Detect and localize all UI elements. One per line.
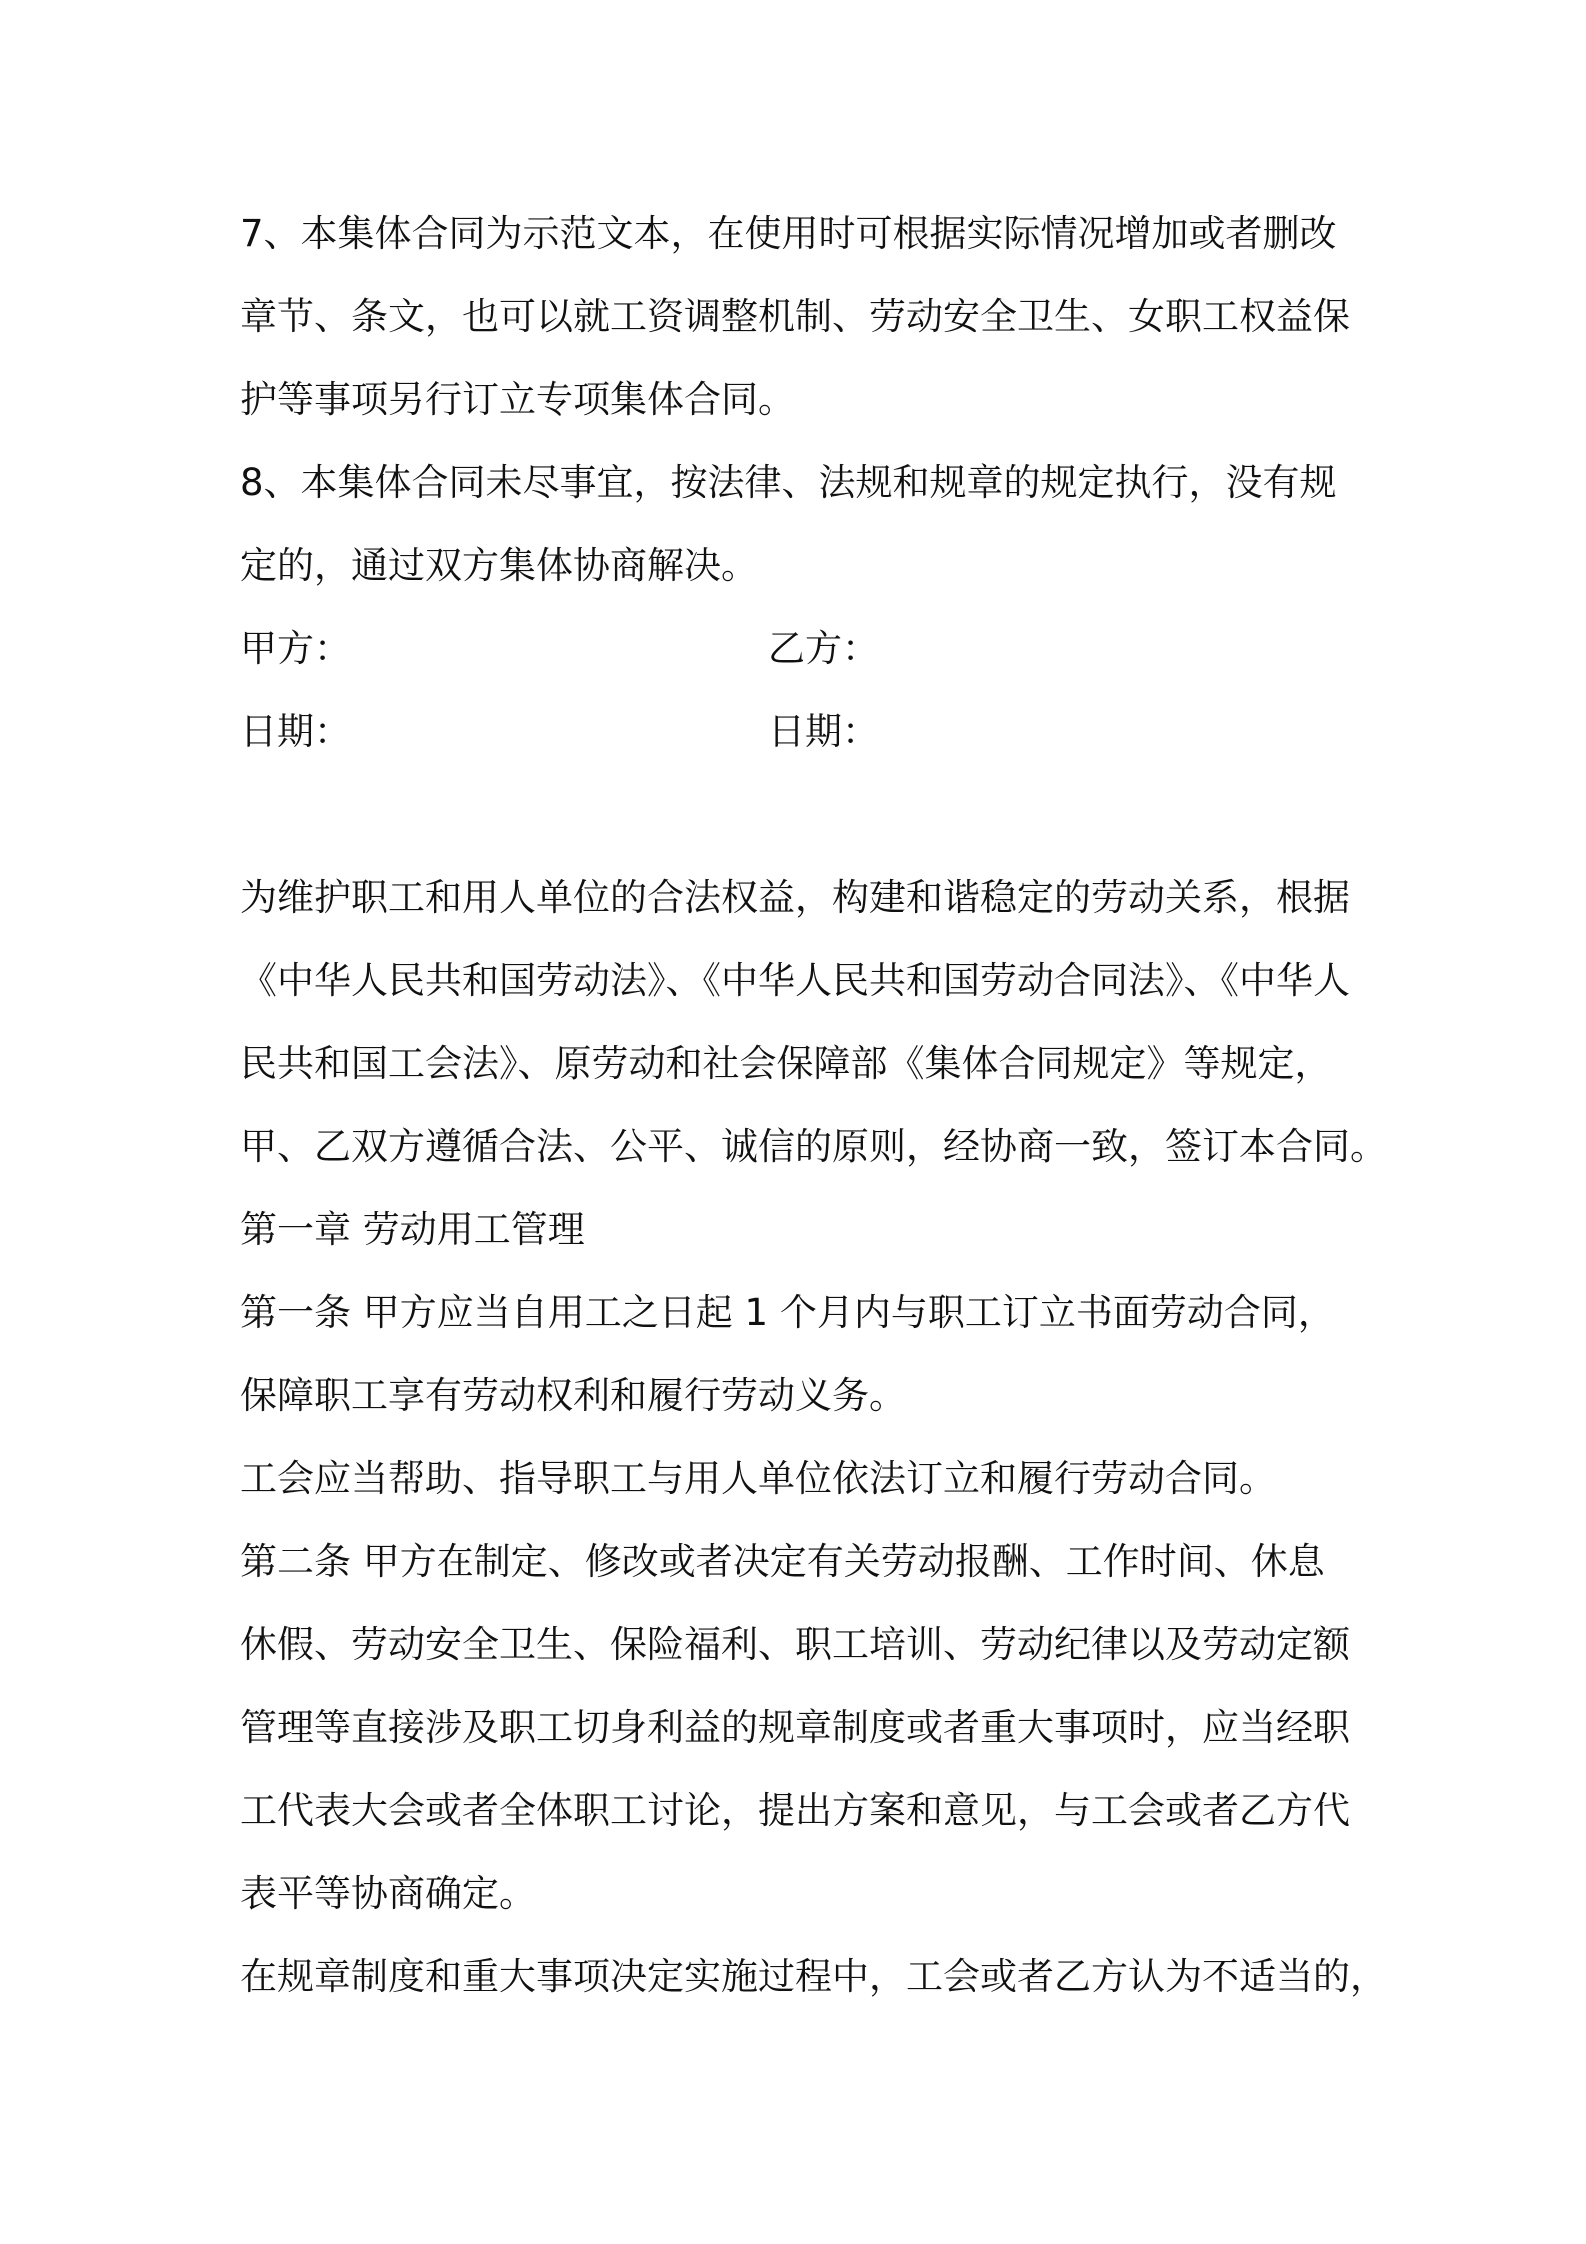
text-line: 工会应当帮助、指导职工与用人单位依法订立和履行劳动合同。 — [240, 1457, 1276, 1500]
signature-row-party — [240, 607, 1360, 690]
text-line: 表平等协商确定。 — [240, 1872, 536, 1915]
chapter-heading: 第一章 劳动用工管理 — [240, 1208, 585, 1251]
date-b-label: 日期： — [768, 710, 879, 753]
text-line: 工代表大会或者全体职工讨论，提出方案和意见，与工会或者乙方代 — [240, 1789, 1350, 1832]
article-line: 第二条 甲方在制定、修改或者决定有关劳动报酬、工作时间、休息 — [240, 1540, 1325, 1583]
text-line: 7、本集体合同为示范文本，在使用时可根据实际情况增加或者删改 — [240, 212, 1337, 255]
text-line: 8、本集体合同未尽事宜，按法律、法规和规章的规定执行，没有规 — [240, 461, 1337, 504]
text-line: 甲、乙双方遵循合法、公平、诚信的原则，经协商一致，签订本合同。 — [240, 1125, 1387, 1168]
text-line: 《中华人民共和国劳动法》、《中华人民共和国劳动合同法》、《中华人 — [240, 959, 1350, 1002]
text-line: 民共和国工会法》、原劳动和社会保障部《集体合同规定》等规定， — [240, 1042, 1332, 1085]
text-line: 休假、劳动安全卫生、保险福利、职工培训、劳动纪律以及劳动定额 — [240, 1623, 1350, 1666]
signature-row-date — [240, 690, 1360, 773]
party-a-label: 甲方： — [240, 627, 351, 670]
text-line: 定的，通过双方集体协商解决。 — [240, 544, 758, 587]
document-text — [240, 192, 1387, 2018]
text-line: 在规章制度和重大事项决定实施过程中，工会或者乙方认为不适当的， — [240, 1955, 1387, 1998]
article-line: 第一条 甲方应当自用工之日起 1 个月内与职工订立书面劳动合同， — [240, 1291, 1335, 1334]
party-b-label: 乙方： — [768, 627, 879, 670]
text-line: 管理等直接涉及职工切身利益的规章制度或者重大事项时，应当经职 — [240, 1706, 1350, 1749]
text-line: 保障职工享有劳动权利和履行劳动义务。 — [240, 1374, 906, 1417]
text-line: 护等事项另行订立专项集体合同。 — [240, 378, 795, 421]
text-line: 为维护职工和用人单位的合法权益，构建和谐稳定的劳动关系，根据 — [240, 876, 1350, 919]
section-spacer — [240, 773, 1360, 856]
date-a-label: 日期： — [240, 710, 351, 753]
text-line: 章节、条文，也可以就工资调整机制、劳动安全卫生、女职工权益保 — [240, 295, 1350, 338]
